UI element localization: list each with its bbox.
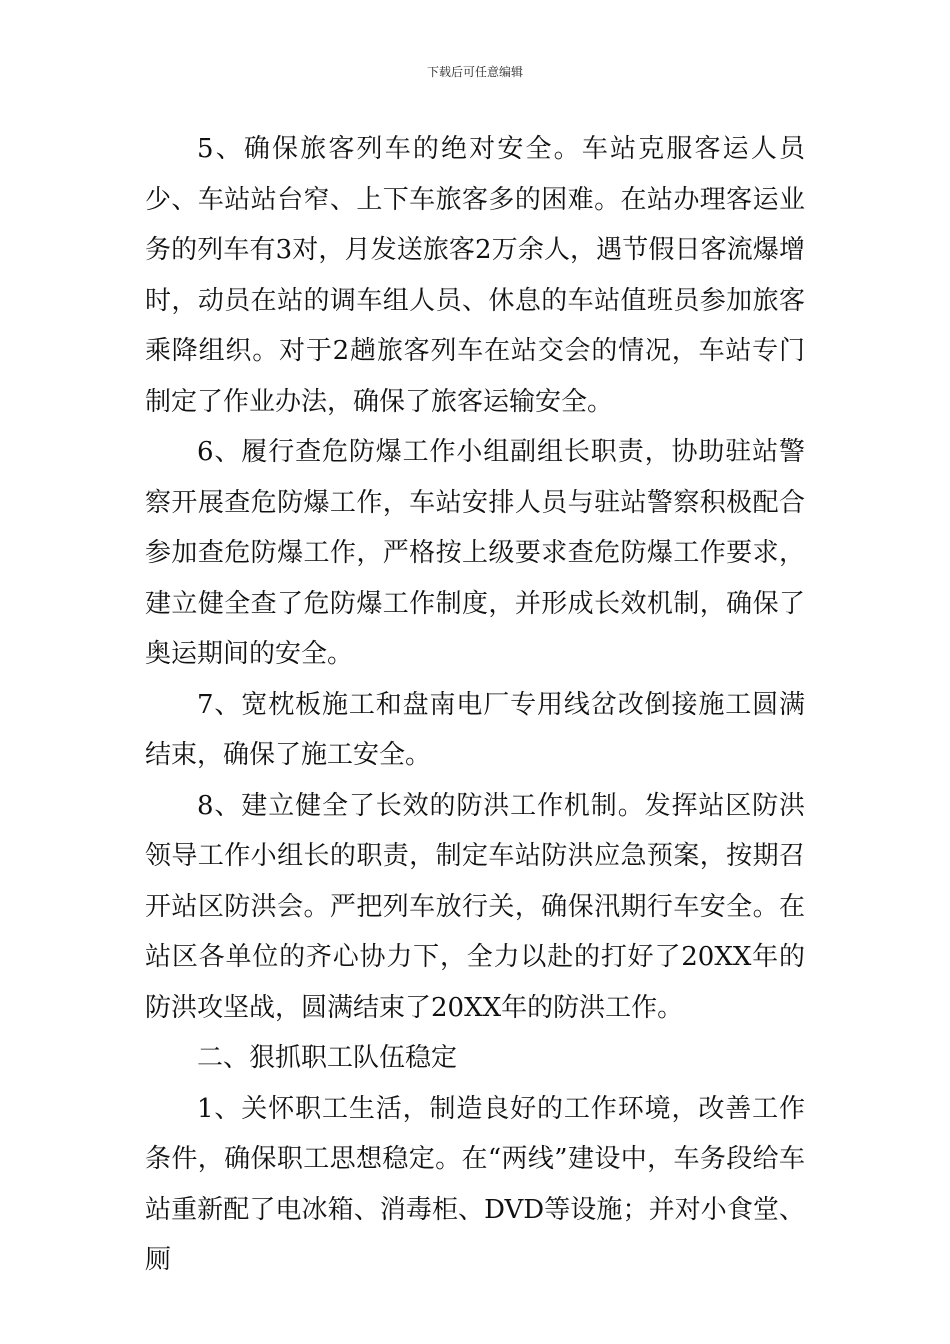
paragraph-item-5-safety: 5、确保旅客列车的绝对安全。车站克服客运人员少、车站站台窄、上下车旅客多的困难。在站办理客运业务的列车有3对，月发送旅客2万余人，遇节假日客流爆增时，动员在站的调车组人员、休息的车站值班员参加旅客乘降组织。对于2趟旅客列车在站交会的情况，车站专门制定了作业办法，确保了旅客运输安全。 <box>145 134 805 417</box>
paragraph-item-1-staff-care: 1、关怀职工生活，制造良好的工作环境，改善工作条件，确保职工思想稳定。在“两线”建设中，车务段给车站重新配了电冰箱、消毒柜、DVD等设施；并对小食堂、厕 <box>145 1093 805 1275</box>
page-header: 下载后可任意编辑 <box>426 65 523 79</box>
section-heading-staff-stability: 二、狠抓职工队伍稳定 <box>197 1043 458 1073</box>
document-body <box>145 124 805 1286</box>
paragraph-item-8-flood-control: 8、建立健全了长效的防洪工作机制。发挥站区防洪领导工作小组长的职责，制定车站防洪应急预案，按期召开站区防洪会。严把列车放行关，确保汛期行车安全。在站区各单位的齐心协力下，全力以赴的打好了20XX年的防洪攻坚战，圆满结束了20XX年的防洪工作。 <box>145 790 805 1023</box>
paragraph-item-7-construction: 7、宽枕板施工和盘南电厂专用线岔改倒接施工圆满结束，确保了施工安全。 <box>145 689 805 770</box>
paragraph-item-6-explosion-prevention: 6、履行查危防爆工作小组副组长职责，协助驻站警察开展查危防爆工作，车站安排人员与驻站警察积极配合参加查危防爆工作，严格按上级要求查危防爆工作要求，建立健全查了危防爆工作制度，并形成长效机制，确保了奥运期间的安全。 <box>145 437 805 669</box>
